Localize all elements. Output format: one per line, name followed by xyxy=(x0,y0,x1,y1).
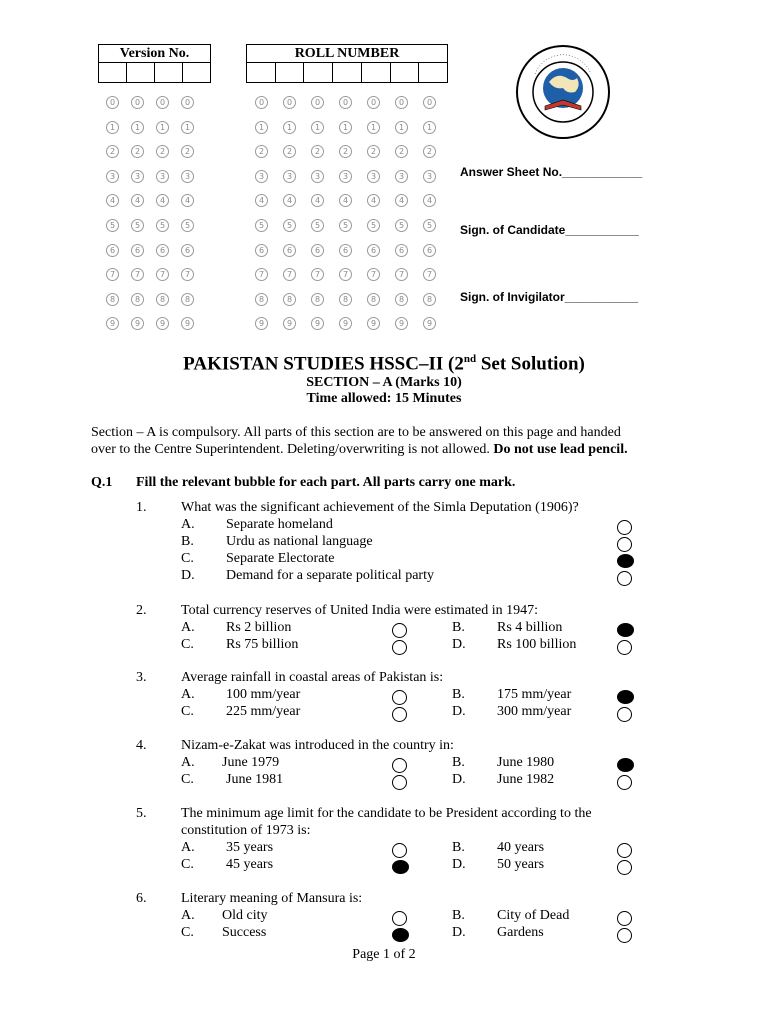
omr-digit-bubble[interactable]: 0 xyxy=(131,96,144,109)
omr-digit-bubble[interactable]: 8 xyxy=(339,293,352,306)
option-text: June 1982 xyxy=(497,772,555,787)
omr-digit-bubble[interactable]: 1 xyxy=(395,121,408,134)
omr-digit-bubble[interactable]: 8 xyxy=(106,293,119,306)
board-seal-icon xyxy=(515,44,611,140)
option-letter: A. xyxy=(181,687,195,702)
omr-digit-bubble[interactable]: 2 xyxy=(106,145,119,158)
omr-digit-bubble[interactable]: 2 xyxy=(283,145,296,158)
option-letter: A. xyxy=(181,620,195,635)
omr-digit-bubble[interactable]: 1 xyxy=(311,121,324,134)
omr-digit-bubble[interactable]: 3 xyxy=(156,170,169,183)
version-cell[interactable] xyxy=(127,63,155,83)
option-letter: D. xyxy=(452,925,466,940)
omr-digit-bubble[interactable]: 5 xyxy=(106,219,119,232)
omr-digit-bubble[interactable]: 0 xyxy=(156,96,169,109)
omr-digit-bubble[interactable]: 2 xyxy=(311,145,324,158)
omr-digit-bubble[interactable]: 7 xyxy=(106,268,119,281)
omr-digit-bubble[interactable]: 4 xyxy=(106,194,119,207)
time-allowed: Time allowed: 15 Minutes xyxy=(306,391,462,406)
option-text: 225 mm/year xyxy=(226,704,301,719)
option-text: Success xyxy=(222,925,267,940)
omr-digit-bubble[interactable]: 3 xyxy=(311,170,324,183)
omr-digit-bubble[interactable]: 8 xyxy=(181,293,194,306)
omr-digit-bubble[interactable]: 1 xyxy=(255,121,268,134)
option-text: Old city xyxy=(222,908,268,923)
answer-bubble-filled[interactable] xyxy=(617,554,634,568)
answer-bubble-empty[interactable] xyxy=(617,911,632,926)
omr-digit-bubble[interactable]: 3 xyxy=(339,170,352,183)
question-text: Total currency reserves of United India were estimated in 1947: xyxy=(181,603,539,618)
title-superscript: nd xyxy=(463,353,477,365)
option-letter: B. xyxy=(452,908,465,923)
option-text: Urdu as national language xyxy=(226,534,373,549)
answer-bubble-empty[interactable] xyxy=(392,775,407,790)
omr-digit-bubble[interactable]: 2 xyxy=(423,145,436,158)
option-letter: D. xyxy=(452,637,466,652)
roll-number-box xyxy=(246,44,448,83)
answer-bubble-empty[interactable] xyxy=(617,928,632,943)
omr-digit-bubble[interactable]: 3 xyxy=(395,170,408,183)
omr-digit-bubble[interactable]: 9 xyxy=(423,317,436,330)
omr-digit-bubble[interactable]: 5 xyxy=(395,219,408,232)
option-text: Demand for a separate political party xyxy=(226,568,434,583)
option-text: 175 mm/year xyxy=(497,687,572,702)
question-text: Average rainfall in coastal areas of Pakistan is: xyxy=(181,670,444,685)
omr-digit-bubble[interactable]: 5 xyxy=(283,219,296,232)
omr-digit-bubble[interactable]: 4 xyxy=(367,194,380,207)
option-letter: A. xyxy=(181,840,195,855)
omr-digit-bubble[interactable]: 6 xyxy=(255,244,268,257)
option-letter: B. xyxy=(452,620,465,635)
omr-digit-bubble[interactable]: 9 xyxy=(311,317,324,330)
option-letter: B. xyxy=(452,755,465,770)
option-letter: A. xyxy=(181,517,195,532)
omr-digit-bubble[interactable]: 0 xyxy=(283,96,296,109)
option-letter: D. xyxy=(181,568,195,583)
omr-digit-bubble[interactable]: 7 xyxy=(181,268,194,281)
option-text: Rs 2 billion xyxy=(226,620,292,635)
question-number: 3. xyxy=(136,670,147,685)
omr-digit-bubble[interactable]: 8 xyxy=(283,293,296,306)
option-letter: B. xyxy=(181,534,194,549)
omr-digit-bubble[interactable]: 4 xyxy=(339,194,352,207)
omr-digit-bubble[interactable]: 8 xyxy=(311,293,324,306)
roll-cell[interactable] xyxy=(419,63,447,83)
answer-bubble-filled[interactable] xyxy=(617,623,634,637)
answer-bubble-empty[interactable] xyxy=(392,690,407,705)
omr-digit-bubble[interactable]: 8 xyxy=(131,293,144,306)
option-letter: C. xyxy=(181,551,194,566)
invigilator-signature[interactable]: Sign. of Invigilator___________ xyxy=(460,290,639,304)
answer-bubble-empty[interactable] xyxy=(392,758,407,773)
omr-digit-bubble[interactable]: 3 xyxy=(423,170,436,183)
omr-digit-bubble[interactable]: 6 xyxy=(131,244,144,257)
omr-digit-bubble[interactable]: 0 xyxy=(339,96,352,109)
answer-bubble-empty[interactable] xyxy=(392,911,407,926)
omr-digit-bubble[interactable]: 3 xyxy=(181,170,194,183)
omr-digit-bubble[interactable]: 9 xyxy=(181,317,194,330)
omr-digit-bubble[interactable]: 9 xyxy=(156,317,169,330)
answer-bubble-empty[interactable] xyxy=(392,623,407,638)
omr-digit-bubble[interactable]: 8 xyxy=(156,293,169,306)
option-text: Rs 75 billion xyxy=(226,637,299,652)
omr-digit-bubble[interactable]: 6 xyxy=(283,244,296,257)
omr-digit-bubble[interactable]: 7 xyxy=(395,268,408,281)
omr-digit-bubble[interactable]: 6 xyxy=(367,244,380,257)
omr-digit-bubble[interactable]: 3 xyxy=(255,170,268,183)
omr-digit-bubble[interactable]: 7 xyxy=(131,268,144,281)
version-cell[interactable] xyxy=(155,63,183,83)
section-heading: SECTION – A (Marks 10) xyxy=(306,375,462,390)
omr-digit-bubble[interactable]: 1 xyxy=(339,121,352,134)
omr-digit-bubble[interactable]: 1 xyxy=(106,121,119,134)
omr-digit-bubble[interactable]: 9 xyxy=(367,317,380,330)
answer-bubble-empty[interactable] xyxy=(617,843,632,858)
omr-digit-bubble[interactable]: 5 xyxy=(339,219,352,232)
omr-digit-bubble[interactable]: 0 xyxy=(395,96,408,109)
omr-digit-bubble[interactable]: 7 xyxy=(283,268,296,281)
omr-digit-bubble[interactable]: 5 xyxy=(311,219,324,232)
omr-digit-bubble[interactable]: 2 xyxy=(395,145,408,158)
omr-digit-bubble[interactable]: 3 xyxy=(106,170,119,183)
option-text: 100 mm/year xyxy=(226,687,301,702)
candidate-signature[interactable]: Sign. of Candidate___________ xyxy=(460,223,639,237)
version-cell[interactable] xyxy=(99,63,127,83)
omr-digit-bubble[interactable]: 4 xyxy=(311,194,324,207)
option-text: Separate Electorate xyxy=(226,551,335,566)
omr-digit-bubble[interactable]: 6 xyxy=(106,244,119,257)
option-text: 35 years xyxy=(226,840,274,855)
instructions-line-2: over to the Centre Superintendent. Deleting/overwriting is not allowed. Do not use lead pencil. xyxy=(91,442,628,457)
omr-digit-bubble[interactable]: 6 xyxy=(395,244,408,257)
omr-digit-bubble[interactable]: 0 xyxy=(181,96,194,109)
omr-digit-bubble[interactable]: 0 xyxy=(367,96,380,109)
option-text: 45 years xyxy=(226,857,274,872)
roll-cell[interactable] xyxy=(333,63,362,83)
answer-bubble-filled[interactable] xyxy=(617,690,634,704)
omr-digit-bubble[interactable]: 7 xyxy=(156,268,169,281)
page-title: PAKISTAN STUDIES HSSC–II (2nd Set Solution) xyxy=(183,353,585,375)
option-letter: B. xyxy=(452,840,465,855)
omr-digit-bubble[interactable]: 6 xyxy=(156,244,169,257)
omr-digit-bubble[interactable]: 2 xyxy=(156,145,169,158)
omr-digit-bubble[interactable]: 3 xyxy=(367,170,380,183)
omr-digit-bubble[interactable]: 6 xyxy=(181,244,194,257)
option-letter: A. xyxy=(181,908,195,923)
option-letter: B. xyxy=(452,687,465,702)
question-number: 2. xyxy=(136,603,147,618)
option-text: 50 years xyxy=(497,857,545,872)
omr-digit-bubble[interactable]: 4 xyxy=(156,194,169,207)
option-text: June 1980 xyxy=(497,755,555,770)
roll-cell[interactable] xyxy=(304,63,333,83)
omr-digit-bubble[interactable]: 6 xyxy=(311,244,324,257)
page-footer: Page 1 of 2 xyxy=(352,947,416,962)
answer-bubble-empty[interactable] xyxy=(617,775,632,790)
omr-digit-bubble[interactable]: 8 xyxy=(395,293,408,306)
omr-digit-bubble[interactable]: 7 xyxy=(255,268,268,281)
omr-digit-bubble[interactable]: 5 xyxy=(423,219,436,232)
omr-digit-bubble[interactable]: 5 xyxy=(255,219,268,232)
question-text: Literary meaning of Mansura is: xyxy=(181,891,363,906)
omr-digit-bubble[interactable]: 7 xyxy=(367,268,380,281)
omr-digit-bubble[interactable]: 2 xyxy=(255,145,268,158)
answer-bubble-empty[interactable] xyxy=(617,571,632,586)
omr-digit-bubble[interactable]: 7 xyxy=(423,268,436,281)
omr-digit-bubble[interactable]: 1 xyxy=(131,121,144,134)
omr-digit-bubble[interactable]: 3 xyxy=(131,170,144,183)
option-letter: C. xyxy=(181,925,194,940)
omr-digit-bubble[interactable]: 9 xyxy=(283,317,296,330)
omr-digit-bubble[interactable]: 0 xyxy=(311,96,324,109)
omr-digit-bubble[interactable]: 1 xyxy=(423,121,436,134)
q1-instruction: Fill the relevant bubble for each part. All parts carry one mark. xyxy=(136,475,516,490)
option-text: 40 years xyxy=(497,840,545,855)
omr-digit-bubble[interactable]: 4 xyxy=(255,194,268,207)
omr-digit-bubble[interactable]: 8 xyxy=(367,293,380,306)
question-number: 5. xyxy=(136,806,147,821)
answer-bubble-empty[interactable] xyxy=(617,707,632,722)
question-number: 1. xyxy=(136,500,147,515)
no-lead-pencil-note: Do not use lead pencil. xyxy=(493,442,628,457)
omr-digit-bubble[interactable]: 0 xyxy=(106,96,119,109)
answer-bubble-filled[interactable] xyxy=(392,860,409,874)
answer-bubble-empty[interactable] xyxy=(617,640,632,655)
omr-digit-bubble[interactable]: 9 xyxy=(395,317,408,330)
question-number: 6. xyxy=(136,891,147,906)
option-text: Rs 100 billion xyxy=(497,637,577,652)
omr-digit-bubble[interactable]: 2 xyxy=(367,145,380,158)
option-text: City of Dead xyxy=(497,908,570,923)
answer-bubble-empty[interactable] xyxy=(392,707,407,722)
question-number: 4. xyxy=(136,738,147,753)
omr-digit-bubble[interactable]: 3 xyxy=(283,170,296,183)
omr-digit-bubble[interactable]: 1 xyxy=(283,121,296,134)
question-text: Nizam-e-Zakat was introduced in the country in: xyxy=(181,738,454,753)
omr-digit-bubble[interactable]: 7 xyxy=(339,268,352,281)
omr-digit-bubble[interactable]: 8 xyxy=(423,293,436,306)
roll-cell[interactable] xyxy=(276,63,305,83)
option-letter: C. xyxy=(181,857,194,872)
omr-digit-bubble[interactable]: 5 xyxy=(181,219,194,232)
roll-number-label: ROLL NUMBER xyxy=(247,45,447,63)
omr-digit-bubble[interactable]: 4 xyxy=(181,194,194,207)
answer-bubble-empty[interactable] xyxy=(392,640,407,655)
question-text: The minimum age limit for the candidate to be President according to the xyxy=(181,806,592,821)
omr-digit-bubble[interactable]: 0 xyxy=(423,96,436,109)
option-letter: C. xyxy=(181,704,194,719)
omr-digit-bubble[interactable]: 9 xyxy=(106,317,119,330)
omr-digit-bubble[interactable]: 2 xyxy=(181,145,194,158)
omr-digit-bubble[interactable]: 5 xyxy=(367,219,380,232)
omr-digit-bubble[interactable]: 1 xyxy=(367,121,380,134)
omr-digit-bubble[interactable]: 2 xyxy=(339,145,352,158)
option-letter: D. xyxy=(452,857,466,872)
omr-digit-bubble[interactable]: 5 xyxy=(156,219,169,232)
question-text: What was the significant achievement of the Simla Deputation (1906)? xyxy=(181,500,579,515)
answer-bubble-empty[interactable] xyxy=(392,843,407,858)
omr-digit-bubble[interactable]: 2 xyxy=(131,145,144,158)
option-letter: D. xyxy=(452,772,466,787)
instructions-line-1: Section – A is compulsory. All parts of this section are to be answered on this page and handed xyxy=(91,425,621,440)
omr-digit-bubble[interactable]: 4 xyxy=(283,194,296,207)
omr-digit-bubble[interactable]: 6 xyxy=(423,244,436,257)
answer-bubble-empty[interactable] xyxy=(617,860,632,875)
version-number-label: Version No. xyxy=(99,45,210,63)
q1-number: Q.1 xyxy=(91,475,113,490)
omr-digit-bubble[interactable]: 6 xyxy=(339,244,352,257)
option-letter: A. xyxy=(181,755,195,770)
roll-cell[interactable] xyxy=(247,63,276,83)
omr-digit-bubble[interactable]: 5 xyxy=(131,219,144,232)
option-text: Gardens xyxy=(497,925,544,940)
answer-bubble-filled[interactable] xyxy=(617,758,634,772)
roll-cell[interactable] xyxy=(391,63,420,83)
omr-digit-bubble[interactable]: 4 xyxy=(395,194,408,207)
option-text: 300 mm/year xyxy=(497,704,572,719)
version-number-box xyxy=(98,44,211,83)
answer-bubble-filled[interactable] xyxy=(392,928,409,942)
omr-digit-bubble[interactable]: 8 xyxy=(255,293,268,306)
option-letter: C. xyxy=(181,772,194,787)
roll-cell[interactable] xyxy=(362,63,391,83)
omr-digit-bubble[interactable]: 1 xyxy=(181,121,194,134)
answer-bubble-empty[interactable] xyxy=(617,520,632,535)
omr-digit-bubble[interactable]: 4 xyxy=(423,194,436,207)
omr-digit-bubble[interactable]: 7 xyxy=(311,268,324,281)
option-text: June 1981 xyxy=(226,772,284,787)
omr-digit-bubble[interactable]: 0 xyxy=(255,96,268,109)
question-text-cont: constitution of 1973 is: xyxy=(181,823,311,838)
option-text: Rs 4 billion xyxy=(497,620,563,635)
option-letter: D. xyxy=(452,704,466,719)
answer-sheet-number[interactable]: Answer Sheet No.____________ xyxy=(460,165,643,179)
omr-digit-bubble[interactable]: 1 xyxy=(156,121,169,134)
answer-bubble-empty[interactable] xyxy=(617,537,632,552)
omr-digit-bubble[interactable]: 9 xyxy=(255,317,268,330)
option-text: Separate homeland xyxy=(226,517,333,532)
omr-digit-bubble[interactable]: 9 xyxy=(131,317,144,330)
option-letter: C. xyxy=(181,637,194,652)
option-text: June 1979 xyxy=(222,755,280,770)
omr-digit-bubble[interactable]: 4 xyxy=(131,194,144,207)
version-cell[interactable] xyxy=(183,63,210,83)
omr-digit-bubble[interactable]: 9 xyxy=(339,317,352,330)
